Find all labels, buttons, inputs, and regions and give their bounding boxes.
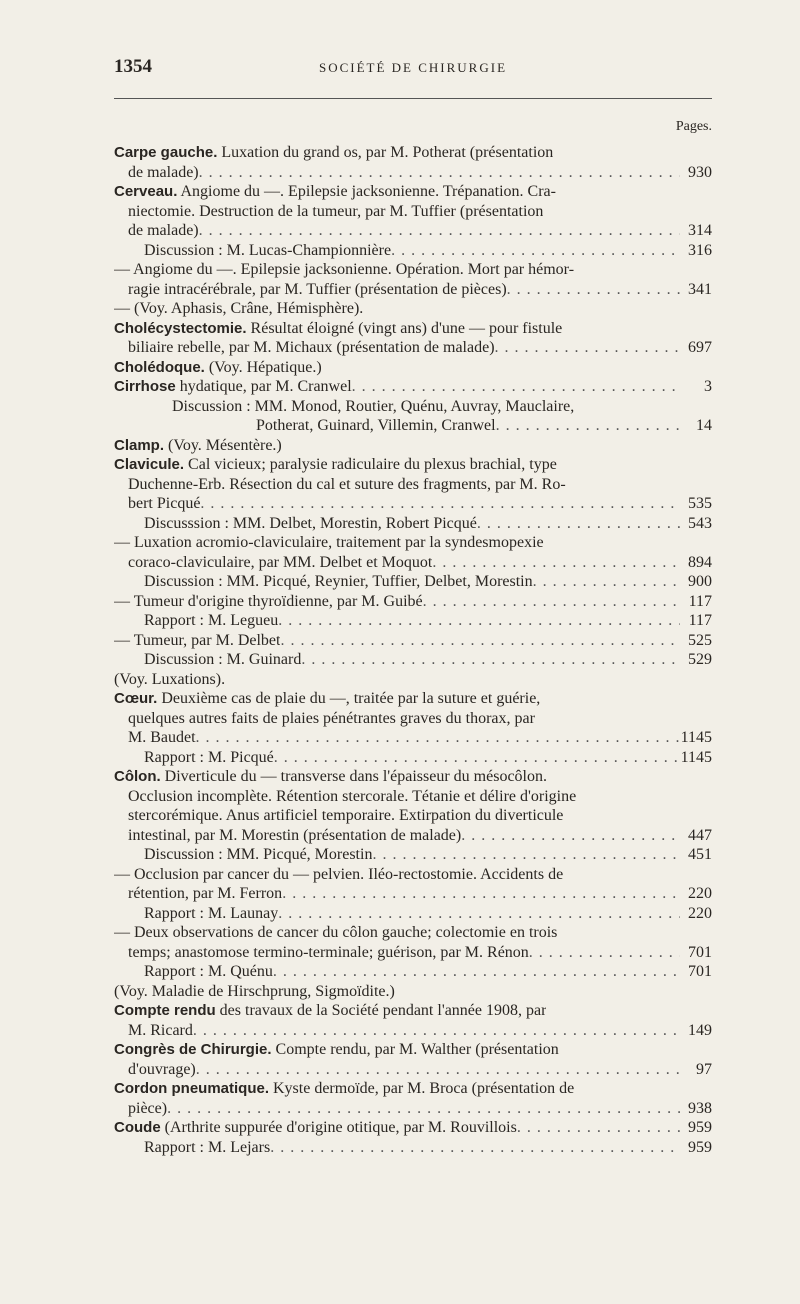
index-line-text [144, 1138, 270, 1158]
index-line [114, 338, 712, 358]
index-text: Luxation du grand os, par M. Potherat (présentation [217, 144, 554, 161]
index-text: Duchenne-Erb. Résection du cal et suture des fragments, par M. Ro- [128, 475, 566, 493]
index-line-text [144, 845, 372, 865]
index-line-text [114, 767, 547, 787]
index-line-text [114, 377, 352, 397]
index-keyword: Côlon. [114, 768, 161, 785]
header-rule [114, 98, 712, 99]
index-keyword: Coude [114, 1119, 161, 1136]
running-head: SOCIÉTÉ DE CHIRURGIE [318, 60, 508, 75]
index-text: ragie intracérébrale, par M. Tuffier (présentation de pièces) [128, 280, 507, 298]
page-reference: 3 [704, 378, 712, 395]
leader-dots [274, 748, 680, 768]
index-line-text [128, 553, 432, 573]
index-text: Potherat, Guinard, Villemin, Cranwel [256, 417, 496, 434]
index-text: Discussion : MM. Monod, Routier, Quénu, Auvray, Mauclaire, [172, 397, 575, 415]
index-text: Rapport : M. Quénu [144, 963, 273, 980]
page-reference: 117 [688, 612, 712, 629]
index-keyword: Carpe gauche. [114, 144, 218, 161]
page-reference: 697 [688, 339, 712, 356]
index-line-text [128, 338, 495, 358]
index-text: Angiome du —. Epilepsie jacksonienne. Trépanation. Cra- [177, 183, 556, 200]
index-line-text [114, 1001, 546, 1021]
index-text: — Luxation acromio-claviculaire, traitement par la syndesmopexie [114, 534, 544, 551]
index-keyword: Cholécystectomie. [114, 319, 247, 337]
index-line [114, 377, 712, 397]
index-line-text [128, 787, 576, 807]
index-line [114, 1079, 712, 1099]
index-line-text [144, 650, 301, 670]
index-line-text [144, 962, 273, 982]
index-line-text [128, 728, 196, 748]
index-line-text [144, 514, 477, 534]
index-line [114, 611, 712, 631]
leader-dots [533, 572, 680, 592]
index-line-text [114, 865, 563, 885]
page-reference: 451 [688, 846, 712, 863]
index-line [114, 748, 712, 768]
index-line-text [256, 416, 496, 436]
index-text: Rapport : M. Launay [144, 904, 279, 922]
leader-dots [280, 631, 680, 651]
index-line-text [114, 1079, 574, 1099]
index-line-text [114, 1040, 559, 1060]
index-text: hydatique, par M. Cranwel [175, 378, 352, 395]
page-reference: 447 [688, 826, 712, 844]
index-line-text [128, 826, 461, 846]
index-text: Discussion : MM. Picqué, Morestin [144, 846, 373, 863]
page-reference: 535 [688, 495, 712, 512]
index-text: Compte rendu, par M. Walther (présentation [271, 1041, 559, 1058]
index-line-text [114, 592, 423, 612]
index-text: Cal vicieux; paralysie radiculaire du plexus brachial, type [184, 456, 557, 473]
leader-dots [507, 280, 680, 300]
page-reference: 529 [688, 651, 712, 668]
index-text: Rapport : M. Lejars [144, 1138, 271, 1156]
index-text: (Voy. Maladie de Hirschprung, Sigmoïdite.) [114, 982, 395, 1000]
leader-dots [391, 241, 680, 261]
leader-dots [301, 650, 680, 670]
index-text: pièce) [128, 1099, 168, 1117]
index-line-text [144, 748, 274, 768]
index-text: Kyste dermoïde, par M. Broca (présentation de [269, 1080, 575, 1097]
index-keyword: Congrès de Chirurgie. [114, 1041, 272, 1058]
index-line-text [128, 884, 282, 904]
index-line [114, 1060, 712, 1080]
leader-dots [495, 338, 680, 358]
page-reference: 149 [688, 1021, 712, 1039]
page-reference: 341 [688, 280, 712, 298]
index-text: Occlusion incomplète. Rétention stercorale. Tétanie et délire d'origine [128, 787, 577, 805]
index-line [114, 299, 712, 319]
index-text: (Voy. Hépatique.) [204, 358, 322, 376]
leader-dots [352, 377, 680, 397]
index-text: M. Ricard [128, 1021, 193, 1039]
index-line [114, 845, 712, 865]
index-line [114, 1138, 712, 1158]
index-text: — Angiome du —. Epilepsie jacksonienne. Opération. Mort par hémor- [114, 261, 575, 278]
leader-dots [282, 884, 680, 904]
index-line [114, 572, 712, 592]
index-line-text [128, 709, 535, 729]
index-keyword: Cœur. [114, 690, 158, 707]
index-line-text [128, 1060, 196, 1080]
index-text: Discusssion : MM. Delbet, Morestin, Robert Picqué [144, 514, 477, 532]
leader-dots [200, 494, 680, 514]
index-line [114, 728, 712, 748]
index-keyword: Compte rendu [114, 1002, 216, 1019]
index-line [114, 494, 712, 514]
index-line [114, 280, 712, 300]
index-text: M. Baudet [128, 729, 196, 746]
page-reference: 938 [688, 1099, 712, 1117]
leader-dots [273, 962, 680, 982]
index-line [114, 982, 712, 1002]
index-line [114, 631, 712, 651]
index-line-text [144, 572, 533, 592]
page-reference: 220 [688, 904, 712, 922]
index-line-text [114, 689, 540, 709]
index-keyword: Clamp. [114, 436, 165, 454]
leader-dots [461, 826, 680, 846]
pages-column-label: Pages. [675, 119, 712, 134]
page-reference: 930 [688, 163, 712, 181]
index-keyword: Cordon pneumatique. [114, 1080, 269, 1097]
index-line-text [114, 260, 574, 280]
index-text: Deuxième cas de plaie du —, traitée par la suture et guérie, [157, 690, 541, 707]
index-text: (Arthrite suppurée d'origine otitique, par M. Rouvillois [160, 1119, 517, 1136]
page-reference: 316 [688, 241, 712, 259]
index-line [114, 455, 712, 475]
page-header [114, 56, 712, 80]
leader-dots [270, 1138, 680, 1158]
index-text: de malade) [128, 222, 199, 239]
index-line [114, 943, 712, 963]
page-reference: 117 [688, 592, 712, 610]
index-text: stercorémique. Anus artificiel temporaire. Extirpation du diverticule [128, 807, 564, 824]
index-line-text [128, 475, 566, 495]
index-line-text [114, 670, 225, 690]
index-line [114, 689, 712, 709]
leader-dots [278, 904, 680, 924]
index-text: biliaire rebelle, par M. Michaux (présentation de malade) [128, 339, 495, 356]
page-reference: 1145 [680, 729, 712, 746]
index-line-text [114, 319, 562, 339]
index-line [114, 241, 712, 261]
page-reference: 959 [688, 1119, 712, 1136]
index-text: Résultat éloigné (vingt ans) d'une — pour fistule [246, 319, 563, 337]
index-line [114, 1099, 712, 1119]
leader-dots [372, 845, 680, 865]
index-line [114, 436, 712, 456]
index-text: rétention, par M. Ferron [128, 885, 283, 902]
page-reference: 14 [696, 417, 712, 434]
index-line-text [114, 982, 395, 1002]
index-line-text [128, 494, 200, 514]
index-keyword: Clavicule. [114, 456, 185, 473]
index-text: coraco-claviculaire, par MM. Delbet et Moquot [128, 553, 433, 571]
index-line [114, 221, 712, 241]
index-line [114, 319, 712, 339]
index-line [114, 475, 712, 495]
index-line-text [128, 806, 563, 826]
leader-dots [477, 514, 680, 534]
leader-dots [517, 1118, 680, 1138]
page-reference: 701 [688, 943, 712, 961]
page-reference: 894 [688, 553, 712, 571]
index-text: Discussion : M. Lucas-Championnière [144, 241, 392, 259]
index-text: Discussion : MM. Picqué, Reynier, Tuffier, Delbet, Morestin [144, 573, 533, 590]
index-line [114, 592, 712, 612]
index-line [114, 1118, 712, 1138]
index-keyword: Cholédoque. [114, 358, 205, 376]
index-text: quelques autres faits de plaies pénétrantes graves du thorax, par [128, 709, 535, 727]
leader-dots [529, 943, 680, 963]
index-text: niectomie. Destruction de la tumeur, par M. Tuffier (présentation [128, 202, 544, 220]
page-reference: 525 [688, 631, 712, 649]
page-reference: 97 [696, 1060, 712, 1078]
index-line-text [128, 221, 199, 241]
index-line [114, 514, 712, 534]
index-text: de malade) [128, 163, 199, 181]
index-line [114, 416, 712, 436]
index-line-text [128, 280, 507, 300]
index-line-text [144, 241, 391, 261]
leader-dots [199, 163, 680, 183]
index-line [114, 1021, 712, 1041]
index-text: Diverticule du — transverse dans l'épaisseur du mésocôlon. [160, 768, 547, 785]
index-line [114, 202, 712, 222]
index-line [114, 767, 712, 787]
index-line-text [128, 163, 199, 183]
index-text: — (Voy. Aphasis, Crâne, Hémisphère). [114, 300, 364, 317]
index-keyword: Cirrhose [114, 378, 176, 395]
index-line-text [128, 1021, 193, 1041]
index-text: temps; anastomose termino-terminale; guérison, par M. Rénon [128, 943, 529, 961]
index-text: (Voy. Mésentère.) [164, 436, 282, 454]
index-text: Discussion : M. Guinard [144, 651, 302, 668]
page-reference: 1145 [680, 748, 712, 766]
index-line [114, 787, 712, 807]
index-text: — Tumeur, par M. Delbet [114, 631, 281, 649]
index-line [114, 358, 712, 378]
index-line [114, 904, 712, 924]
page-reference: 543 [688, 514, 712, 532]
index-line [114, 884, 712, 904]
index-line-text [114, 455, 557, 475]
index-line [114, 143, 712, 163]
leader-dots [196, 1060, 680, 1080]
index-text: intestinal, par M. Morestin (présentation de malade) [128, 826, 462, 844]
index-line [114, 182, 712, 202]
index-text: bert Picqué [128, 495, 201, 512]
index-line [114, 163, 712, 183]
page-reference: 220 [688, 885, 712, 902]
index-line-text [128, 943, 529, 963]
index-line [114, 260, 712, 280]
leader-dots [278, 611, 680, 631]
index-text: — Tumeur d'origine thyroïdienne, par M. Guibé [114, 592, 423, 610]
index-line [114, 1001, 712, 1021]
index-keyword: Cerveau. [114, 183, 178, 200]
index-line-text [114, 923, 557, 943]
index-text: — Occlusion par cancer du — pelvien. Iléo-rectostomie. Accidents de [114, 865, 564, 883]
page-reference: 701 [688, 963, 712, 980]
index-line [114, 806, 712, 826]
leader-dots [496, 416, 680, 436]
index-line [114, 670, 712, 690]
index-line [114, 553, 712, 573]
index-text: Rapport : M. Picqué [144, 748, 274, 766]
index-text: d'ouvrage) [128, 1060, 196, 1078]
index-line-text [114, 533, 544, 553]
index-line-text [114, 358, 322, 378]
index-line [114, 826, 712, 846]
leader-dots [193, 1021, 680, 1041]
leader-dots [196, 728, 680, 748]
index-line-text [114, 1118, 517, 1138]
index-text: — Deux observations de cancer du côlon gauche; colectomie en trois [114, 924, 558, 941]
leader-dots [199, 221, 680, 241]
index-line [114, 709, 712, 729]
index-line-text [114, 143, 553, 163]
page-reference: 900 [688, 573, 712, 590]
index-line [114, 923, 712, 943]
index-line-text [128, 1099, 167, 1119]
index-line-text [172, 397, 574, 417]
index-line-text [114, 436, 282, 456]
index-line [114, 962, 712, 982]
page-number: 1354 [114, 56, 152, 77]
index-entries [114, 143, 712, 1157]
index-line [114, 650, 712, 670]
leader-dots [423, 592, 680, 612]
page-reference: 959 [688, 1138, 712, 1156]
index-line-text [114, 182, 556, 202]
leader-dots [167, 1099, 680, 1119]
index-line [114, 1040, 712, 1060]
index-text: (Voy. Luxations). [114, 670, 226, 688]
index-line [114, 533, 712, 553]
index-text: Rapport : M. Legueu [144, 612, 279, 629]
index-line-text [114, 631, 280, 651]
index-text: des travaux de la Société pendant l'année 1908, par [215, 1002, 547, 1019]
index-line-text [144, 611, 278, 631]
index-line [114, 397, 712, 417]
index-line-text [114, 299, 363, 319]
leader-dots [432, 553, 680, 573]
index-line-text [144, 904, 278, 924]
page-reference: 314 [688, 222, 712, 239]
index-line [114, 865, 712, 885]
index-line-text [128, 202, 543, 222]
